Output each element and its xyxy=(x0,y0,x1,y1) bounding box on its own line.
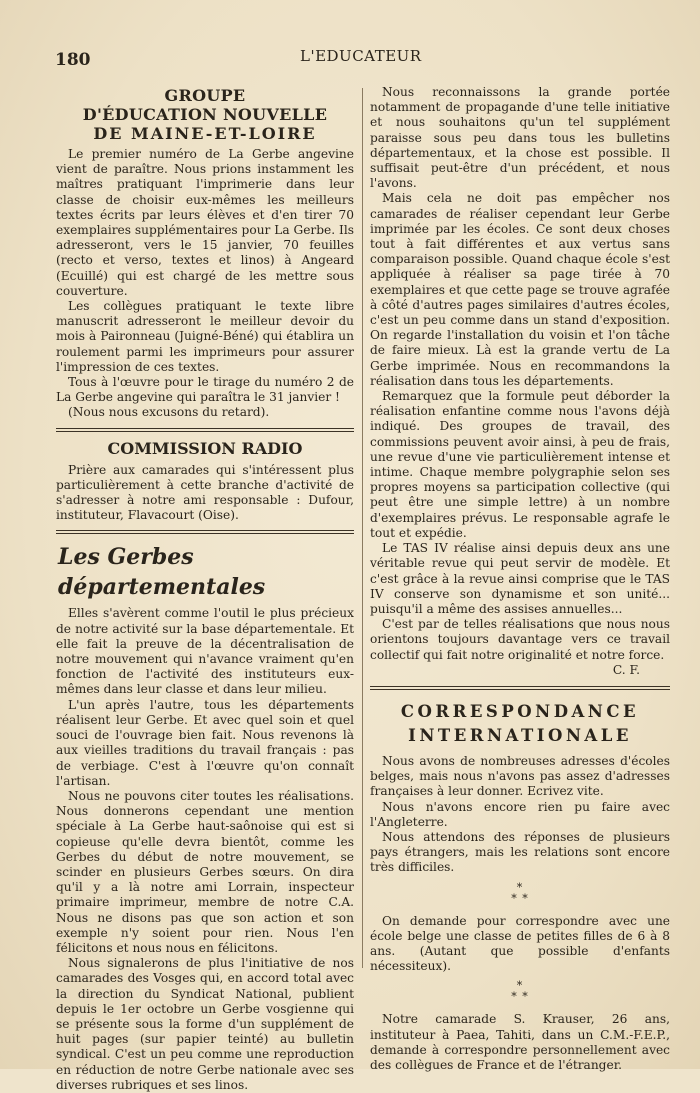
gerbes-paragraph-3: Nous ne pouvons citer toutes les réalisations. Nous donnerons cependant une mention spéciale à La Gerbe haut-saônoise qui est si copieuse qu'elle devra bientôt, comme les Gerbes du début de notre mouvement, se scinder en plusieurs Gerbes sœurs. On dira qu'il y a là notre ami Lorrain, inspecteur primaire imprimeur, membre de notre C.A. Nous ne disons pas que son action et son exemple n'y soient pour rien. Nous l'en félicitons et nous nous en félicitons. xyxy=(56,788,354,955)
gerbes-paragraph-7: Remarquez que la formule peut déborder la réalisation enfantine comme nous l'avons déjà indiqué. Des groupes de travail, des commissions peuvent avoir ainsi, à peu de frais, une revue d'une vie particulièrement intense et intime. Chaque membre polygraphie selon ses propres moyens sa participation collective (qui peut être une simple lettre) à un nombre d'exemplaires prévus. Le responsable agrafe le tout et expédie. xyxy=(370,389,670,540)
radio-paragraph-1: Prière aux camarades qui s'intéressent plus particulièrement à cette branche d'activité de s'adresser à notre ami responsable : Dufour, instituteur, Flavacourt (Oise). xyxy=(56,462,354,523)
gerbes-signature: C. F. xyxy=(612,662,640,677)
section-rule xyxy=(56,530,354,534)
groupe-paragraph-2: Les collègues pratiquant le texte libre manuscrit adresseront le meilleur devoir du mois à Paironneau (Juigné-Béné) qui établira un roulement parmi les imprimeurs pour assurer l'impression de ces textes. xyxy=(56,299,354,374)
gerbes-paragraph-2: L'un après l'autre, tous les départements réalisent leur Gerbe. Et avec quel soin et quel souci de l'ouvrage bien fait. Nous revenons là aux vieilles traditions du travail français : pas de verbiage. C'est à l'œuvre qu'on connaît l'artisan. xyxy=(56,697,354,788)
asterism-separator: * * * xyxy=(511,880,529,905)
gerbes-paragraph-4: Nous signalerons de plus l'initiative de nos camarades des Vosges qui, en accord total avec la direction du Syndicat National, publient depuis le 1er octobre un Gerbe vosgienne qui se présente sous la forme d'un supplément de huit pages (sur papier teinté) au bulletin syndical. C'est un peu comme une reproduction en réduction de notre Gerbe nationale avec ses diverses rubriques et ses linos. xyxy=(56,956,354,1092)
correspondance-title-line1: CORRESPONDANCE xyxy=(400,701,640,721)
groupe-article xyxy=(56,86,354,421)
groupe-title-line1: GROUPE xyxy=(164,86,246,105)
gerbes-paragraph-1: Elles s'avèrent comme l'outil le plus précieux de notre activité sur la base départementale. Et elle fait la preuve de la décentralisation de notre mouvement qui n'avance vraiment qu'en fonction de l'activité des instituteurs eux-mêmes dans leur classe et dans leur milieu. xyxy=(56,606,354,697)
page-number: 180 xyxy=(55,50,91,70)
correspondance-paragraph-5: Notre camarade S. Krauser, 26 ans, instituteur à Paea, Tahiti, dans un C.M.-F.E.P., demande à correspondre personnellement avec des collègues de France et de l'étranger. xyxy=(370,1012,670,1072)
groupe-paragraph-1: Le premier numéro de La Gerbe angevine vient de paraître. Nous prions instamment les maîtres pratiquant l'imprimerie dans leur classe de choisir eux-mêmes les meilleurs textes écrits par leurs élèves et d'en tirer 70 exemplaires supplémentaires pour La Gerbe. Ils adresseront, vers le 15 janvier, 70 feuilles (recto et verso, textes et linos) à Angeard (Ecuillé) qui est chargé de les mettre sous couverture. xyxy=(56,147,354,298)
groupe-title-line2: D'ÉDUCATION NOUVELLE xyxy=(82,105,328,124)
correspondance-paragraph-2: Nous n'avons encore rien pu faire avec l'Angleterre. xyxy=(370,799,670,829)
correspondance-paragraph-4: On demande pour correspondre avec une école belge une classe de petites filles de 6 à 8 ans. (Autant que possible d'enfants nécessiteux). xyxy=(370,913,670,974)
groupe-title-line3: DE MAINE-ET-LOIRE xyxy=(93,124,317,143)
column-divider xyxy=(362,88,363,968)
correspondance-article xyxy=(370,700,670,1073)
right-column xyxy=(370,85,670,1073)
radio-title: COMMISSION RADIO xyxy=(107,438,303,458)
journal-title: L'EDUCATEUR xyxy=(300,47,422,65)
correspondance-paragraph-3: Nous attendons des réponses de plusieurs pays étrangers, mais les relations sont encore très difficiles. xyxy=(370,829,670,875)
left-column xyxy=(56,86,354,1093)
groupe-paragraph-3: Tous à l'œuvre pour le tirage du numéro 2 de La Gerbe angevine qui paraîtra le 31 janvier ! xyxy=(56,375,354,405)
section-rule xyxy=(370,686,670,690)
correspondance-title xyxy=(370,700,670,748)
groupe-paragraph-4: (Nous nous excusons du retard). xyxy=(68,405,270,420)
asterism-separator: * * * xyxy=(511,979,529,1004)
gerbes-article xyxy=(56,542,354,1093)
gerbes-title: Les Gerbes départementales xyxy=(58,544,266,601)
gerbes-paragraph-5: Nous reconnaissons la grande portée notamment de propagande d'une telle initiative et nous souhaitons qu'un tel supplément paraisse sous peu dans tous les bulletins départementaux, et la chose est possible. Il suffisait peut-être d'un précédent, et nous l'avons. xyxy=(370,85,670,191)
correspondance-title-line2: INTERNATIONALE xyxy=(408,725,632,745)
correspondance-paragraph-1: Nous avons de nombreuses adresses d'écoles belges, mais nous n'avons pas assez d'adresses françaises à leur donner. Ecrivez vite. xyxy=(370,753,670,799)
gerbes-paragraph-8: Le TAS IV réalise ainsi depuis deux ans une véritable revue qui peut servir de modèle. Et c'est grâce à la revue ainsi comprise que le TAS IV conserve son dynamisme et son unité... puisqu'il a même des assises annuelles... xyxy=(370,541,670,616)
section-rule xyxy=(56,428,354,432)
radio-article xyxy=(56,439,354,524)
gerbes-paragraph-9: C'est par de telles réalisations que nous nous orientons toujours davantage vers ce travail collectif qui fait notre originalité et notre force. xyxy=(370,617,670,662)
gerbes-paragraph-6: Mais cela ne doit pas empêcher nos camarades de réaliser cependant leur Gerbe imprimée par les écoles. Ce sont deux choses tout à fait différentes et aux vertus sans comparaison possible. Quand chaque école s'est appliquée à réaliser sa page tirée à 70 exemplaires et que cette page se trouve agrafée à côté d'autres pages similaires d'autres écoles, c'est un peu comme dans un stand d'exposition. On regarde l'installation du voisin et l'on tâche de faire mieux. Là est la grande vertu de La Gerbe imprimée. Nous en recommandons la réalisation dans tous les départements. xyxy=(370,191,670,388)
